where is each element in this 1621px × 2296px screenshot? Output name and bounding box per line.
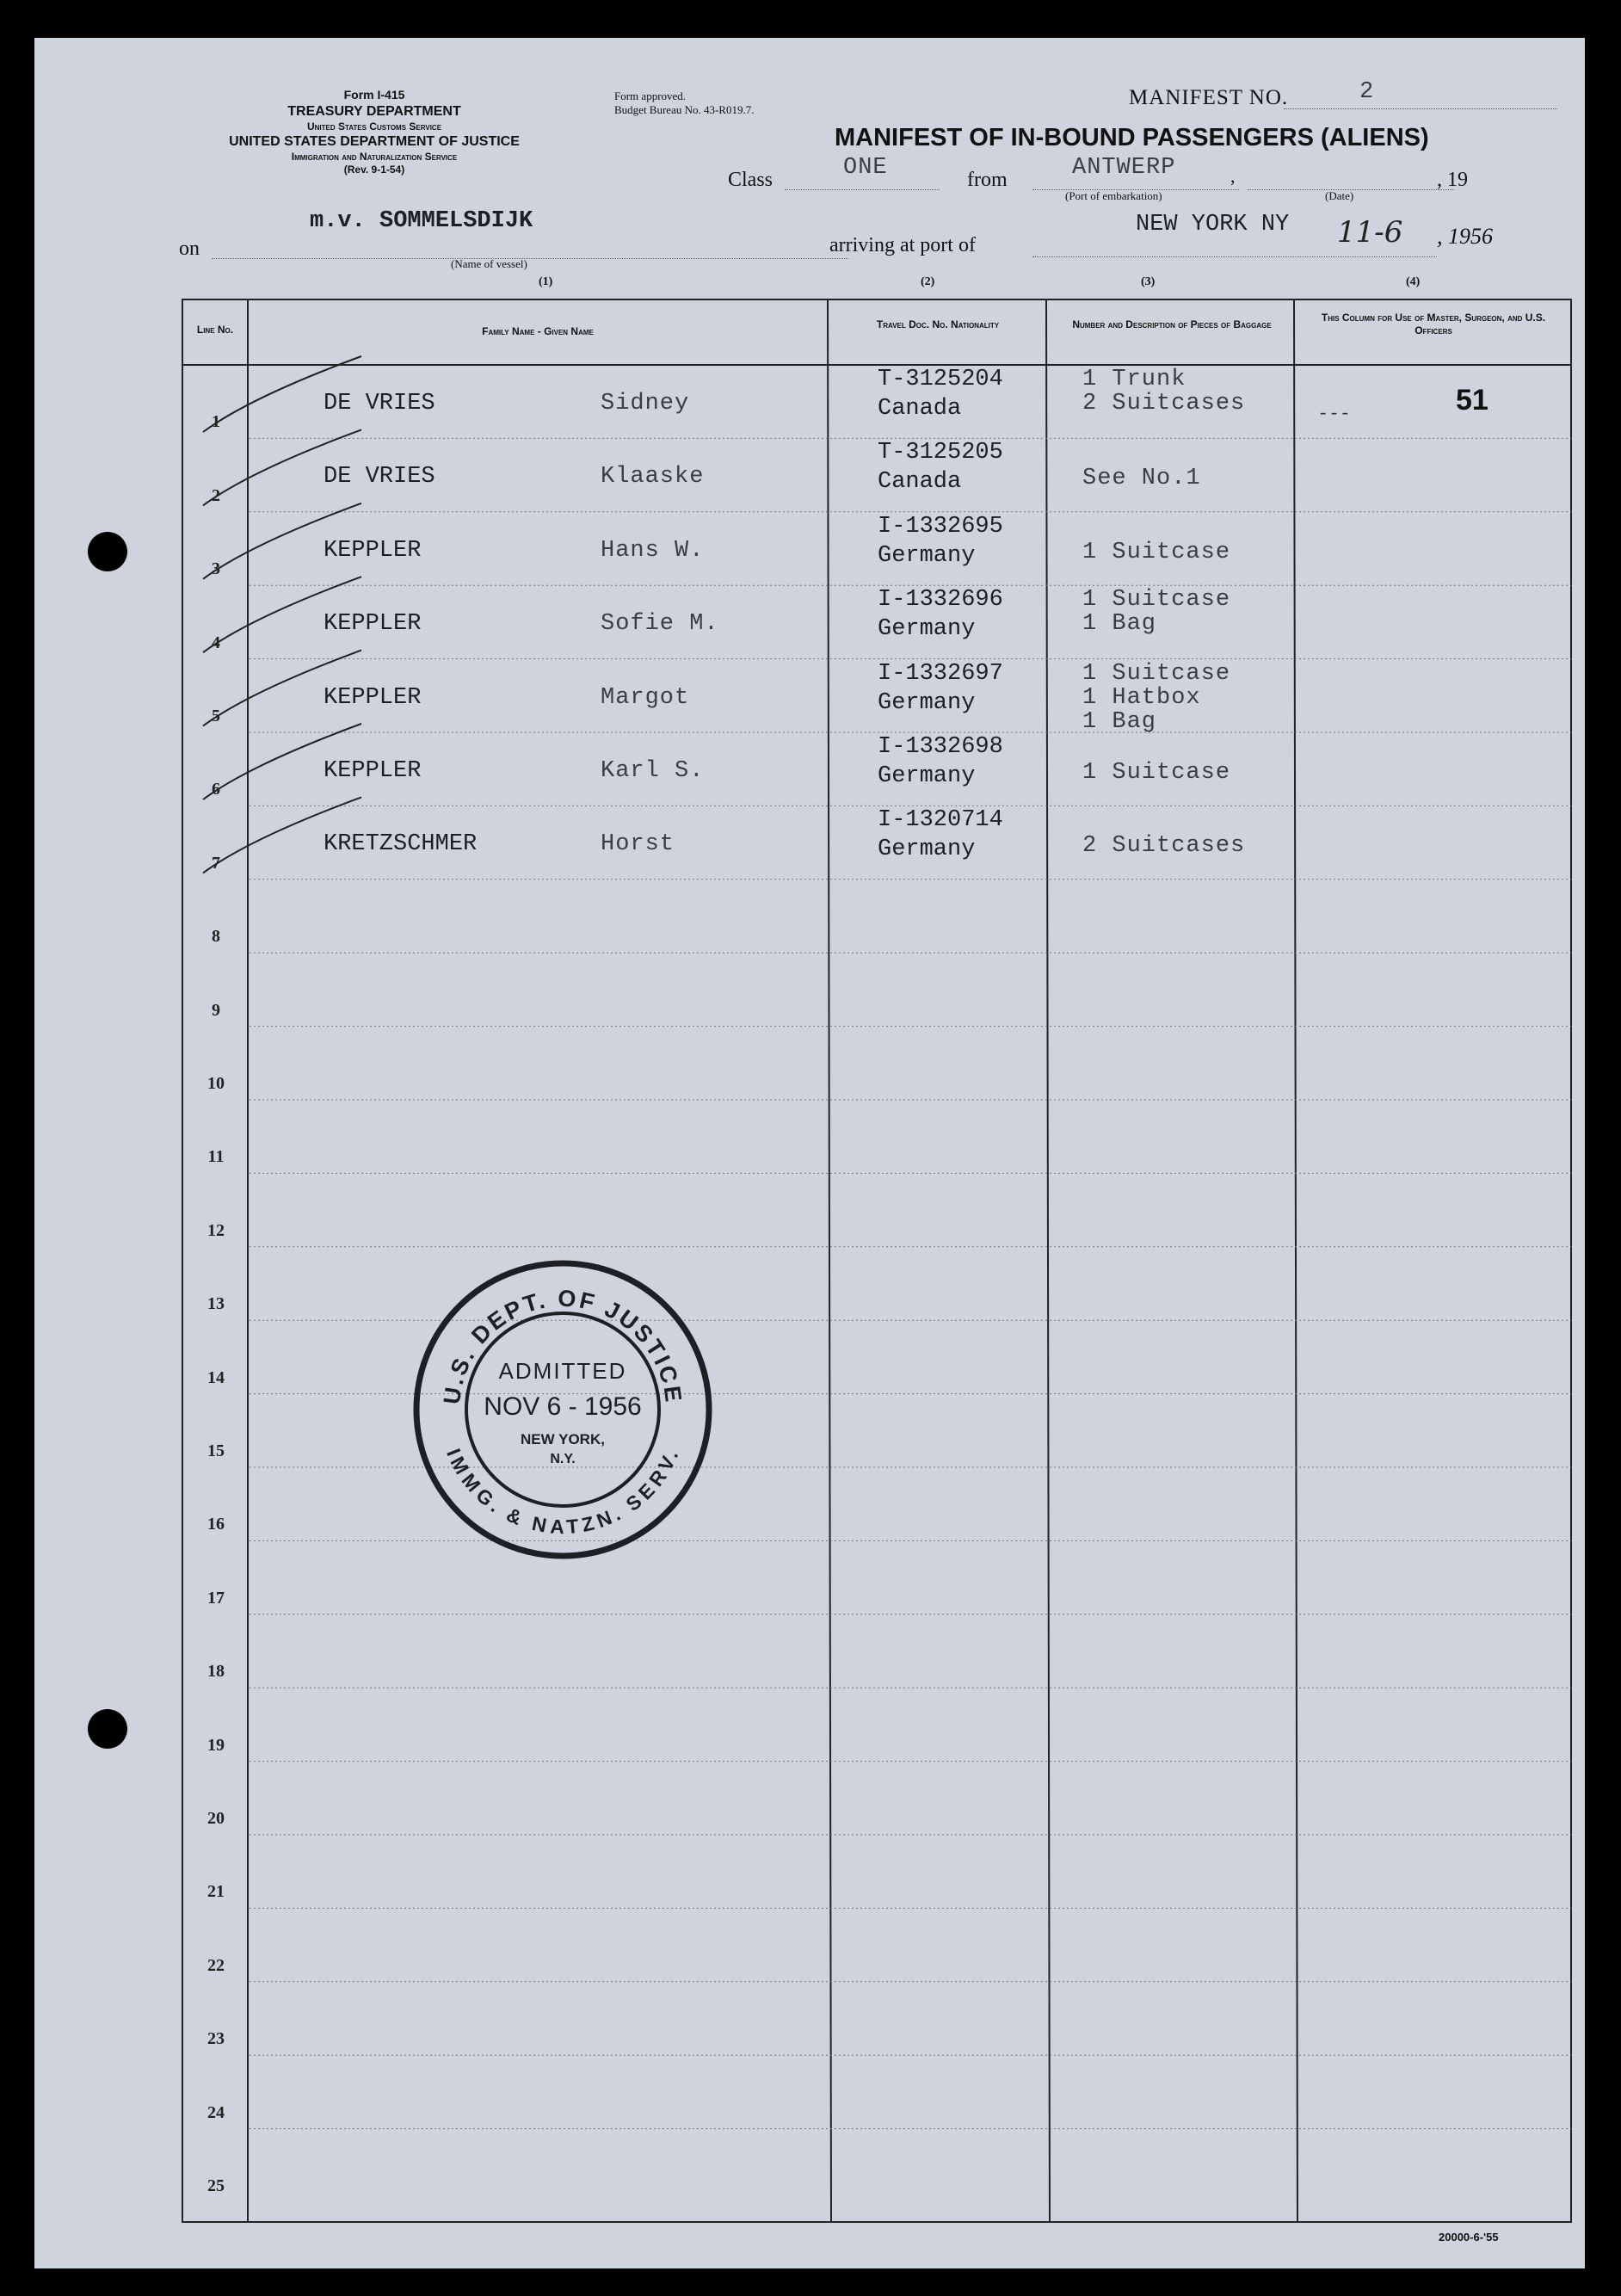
col-header-baggage: Number and Description of Pieces of Baggage [1072, 318, 1272, 330]
customs-service: United States Customs Service [306, 120, 442, 133]
given-name: Klaaske [601, 464, 705, 491]
stamp-outer-top: U.S. DEPT. OF JUSTICE [438, 1285, 687, 1406]
line-number: 25 [207, 2176, 225, 2195]
nationality: Canada [878, 396, 962, 422]
baggage-item: 1 Suitcase [1082, 660, 1231, 687]
stamp-state: N.Y. [550, 1452, 576, 1466]
line-number: 20 [207, 1809, 225, 1828]
form-number: Form I-415 [343, 88, 405, 102]
line-number: 13 [207, 1294, 225, 1314]
col-num-2: (2) [921, 275, 935, 288]
travel-doc-number: I-1332695 [878, 513, 1003, 540]
given-name: Margot [601, 684, 690, 711]
given-name: Karl S. [601, 758, 705, 784]
nationality: Germany [878, 689, 976, 716]
given-name: Hans W. [601, 537, 705, 564]
nationality: Germany [878, 542, 976, 569]
line-number: 18 [207, 1662, 225, 1682]
baggage-item: 1 Suitcase [1082, 760, 1231, 786]
revision: (Rev. 9-1-54) [343, 163, 405, 176]
given-name: Horst [601, 831, 675, 858]
stamp-admitted: ADMITTED [498, 1358, 627, 1384]
from-value: ANTWERP [1072, 155, 1176, 181]
line-number: 5 [212, 707, 220, 725]
baggage-item: 2 Suitcases [1082, 391, 1246, 417]
line-number: 10 [207, 1074, 225, 1093]
travel-doc-number: I-1332696 [878, 587, 1003, 614]
line-number: 12 [207, 1220, 225, 1240]
stamp-city: NEW YORK, [521, 1431, 605, 1447]
svg-text:U.S. DEPT. OF JUSTICE [439, 1286, 687, 1406]
line-number: 8 [212, 927, 220, 947]
line-number: 2 [212, 485, 220, 505]
manifest-page [34, 38, 1585, 2268]
col-num-3: (3) [1141, 275, 1156, 288]
line-number: 21 [207, 1882, 225, 1902]
embark-caption: (Port of embarkation) [1065, 189, 1162, 202]
line-number: 11 [207, 1147, 225, 1167]
line-number: 22 [207, 1955, 225, 1975]
line-number: 6 [212, 780, 220, 799]
col-header-officers: This Column for Use of Master, Surgeon, and U.S. Officers [1321, 312, 1546, 336]
treasury-dept: TREASURY DEPARTMENT [287, 103, 461, 119]
line-number: 3 [212, 559, 220, 579]
family-name: KRETZSCHMER [324, 831, 478, 858]
travel-doc-number: I-1332697 [878, 660, 1003, 687]
class-value: ONE [843, 155, 888, 181]
manifest-title: MANIFEST OF IN-BOUND PASSENGERS (ALIENS) [835, 124, 1429, 151]
budget-bureau: Budget Bureau No. 43-R019.7. [614, 102, 755, 116]
line-number: 4 [212, 633, 220, 652]
baggage-item: 1 Bag [1082, 708, 1157, 735]
baggage-item: 1 Trunk [1082, 367, 1186, 392]
line-number: 23 [207, 2029, 225, 2049]
stamp-outer-bottom: IMMG. & NATZN. SERV. [442, 1445, 683, 1539]
officer-dash: - - - [1320, 401, 1348, 423]
table-grid [34, 38, 1585, 2268]
travel-doc-number: T-3125205 [878, 440, 1003, 466]
manifest-label: MANIFEST NO. [1129, 86, 1289, 109]
family-name: KEPPLER [324, 758, 422, 784]
baggage-item: 1 Bag [1082, 611, 1157, 638]
form-approved: Form approved. [614, 89, 687, 102]
baggage-item: 1 Suitcase [1082, 587, 1231, 614]
on-label: on [179, 238, 200, 260]
vessel-caption: (Name of vessel) [451, 257, 527, 270]
from-comma: , [1230, 165, 1236, 187]
given-name: Sidney [601, 391, 690, 417]
class-label: Class [728, 169, 774, 191]
vessel-name: m.v. SOMMELSDIJK [310, 208, 533, 234]
family-name: DE VRIES [324, 391, 435, 417]
family-name: KEPPLER [324, 684, 422, 711]
from-label: from [967, 169, 1008, 191]
arrival-date: 11-6 [1337, 215, 1403, 250]
year-prefix: , 19 [1437, 169, 1468, 191]
line-number: 14 [207, 1367, 225, 1387]
line-number: 19 [207, 1735, 225, 1755]
travel-doc-number: I-1320714 [878, 807, 1003, 834]
admitted-stamp [411, 1258, 714, 1561]
punch-hole-top [88, 532, 127, 571]
arriving-label: arriving at port of [829, 234, 976, 256]
family-name: DE VRIES [324, 464, 435, 491]
col-num-4: (4) [1406, 275, 1421, 288]
baggage-item: See No.1 [1082, 466, 1201, 492]
baggage-item: 2 Suitcases [1082, 833, 1246, 860]
family-name: KEPPLER [324, 537, 422, 564]
nationality: Germany [878, 836, 976, 863]
stamp-date: NOV 6 - 1956 [484, 1392, 642, 1421]
port-name: NEW YORK NY [1136, 212, 1290, 238]
line-number: 1 [212, 412, 220, 432]
col-header-line-no: Line No. [196, 324, 234, 336]
line-number: 17 [207, 1588, 225, 1608]
date-caption: (Date) [1325, 189, 1354, 202]
family-name: KEPPLER [324, 611, 422, 638]
travel-doc-number: I-1332698 [878, 734, 1003, 760]
baggage-item: 1 Hatbox [1082, 684, 1201, 711]
col-header-travel: Travel Doc. No. Nationality [876, 318, 1000, 330]
baggage-item: 1 Suitcase [1082, 539, 1231, 565]
footer-code: 20000-6-'55 [1439, 2231, 1499, 2244]
ins-service: Immigration and Naturalization Service [291, 150, 458, 163]
nationality: Germany [878, 763, 976, 789]
col-num-1: (1) [539, 275, 553, 288]
line-number: 24 [207, 2102, 225, 2122]
justice-dept: UNITED STATES DEPARTMENT OF JUSTICE [229, 133, 520, 149]
line-number: 16 [207, 1515, 225, 1534]
travel-doc-number: T-3125204 [878, 367, 1003, 392]
line-number: 9 [212, 1000, 220, 1020]
punch-hole-bottom [88, 1709, 127, 1749]
manifest-number: 2 [1359, 79, 1375, 105]
col-header-name: Family Name - Given Name [482, 325, 594, 337]
given-name: Sofie M. [601, 611, 719, 638]
arrival-year: , 1956 [1437, 224, 1493, 249]
line-number: 15 [207, 1441, 225, 1460]
officer-number: 51 [1456, 384, 1488, 417]
nationality: Canada [878, 469, 962, 496]
nationality: Germany [878, 616, 976, 643]
line-number: 7 [212, 853, 220, 873]
